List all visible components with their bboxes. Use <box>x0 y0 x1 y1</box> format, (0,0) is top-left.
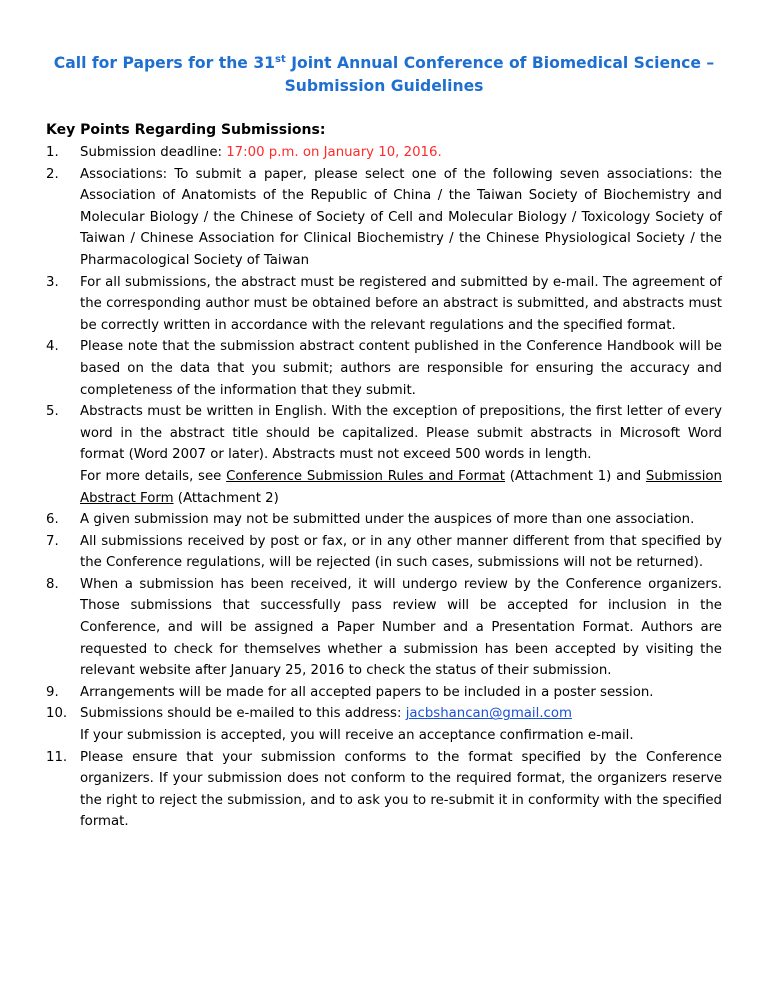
title-superscript: st <box>275 54 286 65</box>
item-text: When a submission has been received, it will undergo review by the Conference organizers. Those submissions that successfully pass review will be accepted for inclusion in the Conference, and will be assigned a Paper Number and a Presentation Format. Authors are requested to check for themselves whether a submission has been accepted by visiting the relevant website after January 25, 2016 to check the status of their submission. <box>80 576 722 679</box>
list-item <box>46 164 722 272</box>
link2-suffix: (Attachment 2) <box>173 490 279 506</box>
item-number: 9. <box>46 684 59 700</box>
deadline-value: 17:00 p.m. on January 10, 2016. <box>226 145 442 160</box>
list-item <box>46 703 722 746</box>
title-rest: Joint Annual Conference of Biomedical Science – Submission Guidelines <box>284 54 715 95</box>
acceptance-note: If your submission is accepted, you will receive an acceptance confirmation e-mail. <box>80 728 634 744</box>
item-text: Please ensure that your submission conforms to the format specified by the Conference organizers. If your submission does not conform to the required format, the organizers reserve the right to reject the submission, and to ask you to re-submit it in conformity with the specified format. <box>80 749 722 830</box>
list-item <box>46 272 722 337</box>
item-text: For all submissions, the abstract must be registered and submitted by e-mail. The agreement of the corresponding author must be obtained before an abstract is submitted, and abstracts must be correctly written in accordance with the relevant regulations and the specified format. <box>80 274 722 333</box>
item-text: A given submission may not be submitted under the auspices of more than one association. <box>80 512 695 528</box>
item-number: 6. <box>46 512 59 528</box>
list-item <box>46 747 722 833</box>
item-number: 10. <box>46 706 68 722</box>
submission-points-list <box>46 142 722 833</box>
item-number: 3. <box>46 274 59 290</box>
link1-suffix: (Attachment 1) and <box>505 468 646 484</box>
item-number: 4. <box>46 339 59 355</box>
item-number: 11. <box>46 749 68 765</box>
item-text: Associations: To submit a paper, please select one of the following seven associations: the Association of Anatomists of the Republic of China / the Taiwan Society of Biochemistry and Molecular Biology / the Chinese of Society of Cell and Molecular Biology / Toxicology Society of Taiwan / Chinese Association for Clinical Biochemistry / the Chinese Physiological Society / the Pharmacological Society of Taiwan <box>80 166 722 268</box>
email-link[interactable]: jacbshancan@gmail.com <box>405 706 572 722</box>
deadline-label: Submission deadline: <box>80 145 227 160</box>
item-number: 1. <box>46 145 59 160</box>
section-heading: Key Points Regarding Submissions: <box>46 122 326 138</box>
item-text: Abstracts must be written in English. With the exception of prepositions, the first letter of every word in the abstract title should be capitalized. Please submit abstracts in Microsoft Word format (Word 2007 or later). Abstracts must not exceed 500 words in length. <box>80 404 722 463</box>
item-text: Arrangements will be made for all accepted papers to be included in a poster session. <box>80 684 654 700</box>
item-number: 8. <box>46 576 59 592</box>
list-item <box>46 682 722 704</box>
list-item <box>46 142 722 164</box>
title-prefix: Call for Papers for the 31 <box>53 54 276 72</box>
list-item <box>46 531 722 574</box>
item-number: 5. <box>46 404 59 420</box>
list-item <box>46 574 722 682</box>
list-item <box>46 336 722 401</box>
details-prefix: For more details, see <box>80 468 227 484</box>
item-text: Submissions should be e-mailed to this address: <box>80 706 406 722</box>
abstract-form-link[interactable]: Submission Abstract Form <box>80 468 722 506</box>
item-text: Please note that the submission abstract content published in the Conference Handbook will be based on the data that you submit; authors are responsible for ensuring the accuracy and completeness of the information that they submit. <box>80 339 722 398</box>
item-number: 7. <box>46 533 59 549</box>
list-item <box>46 509 722 531</box>
details-line <box>80 466 722 509</box>
rules-format-link[interactable]: Conference Submission Rules and Format <box>226 468 506 484</box>
item-number: 2. <box>46 166 59 182</box>
page-title <box>40 52 728 98</box>
list-item <box>46 401 722 509</box>
item-text: All submissions received by post or fax, or in any other manner different from that specified by the Conference regulations, will be rejected (in such cases, submissions will not be returned). <box>80 533 722 571</box>
